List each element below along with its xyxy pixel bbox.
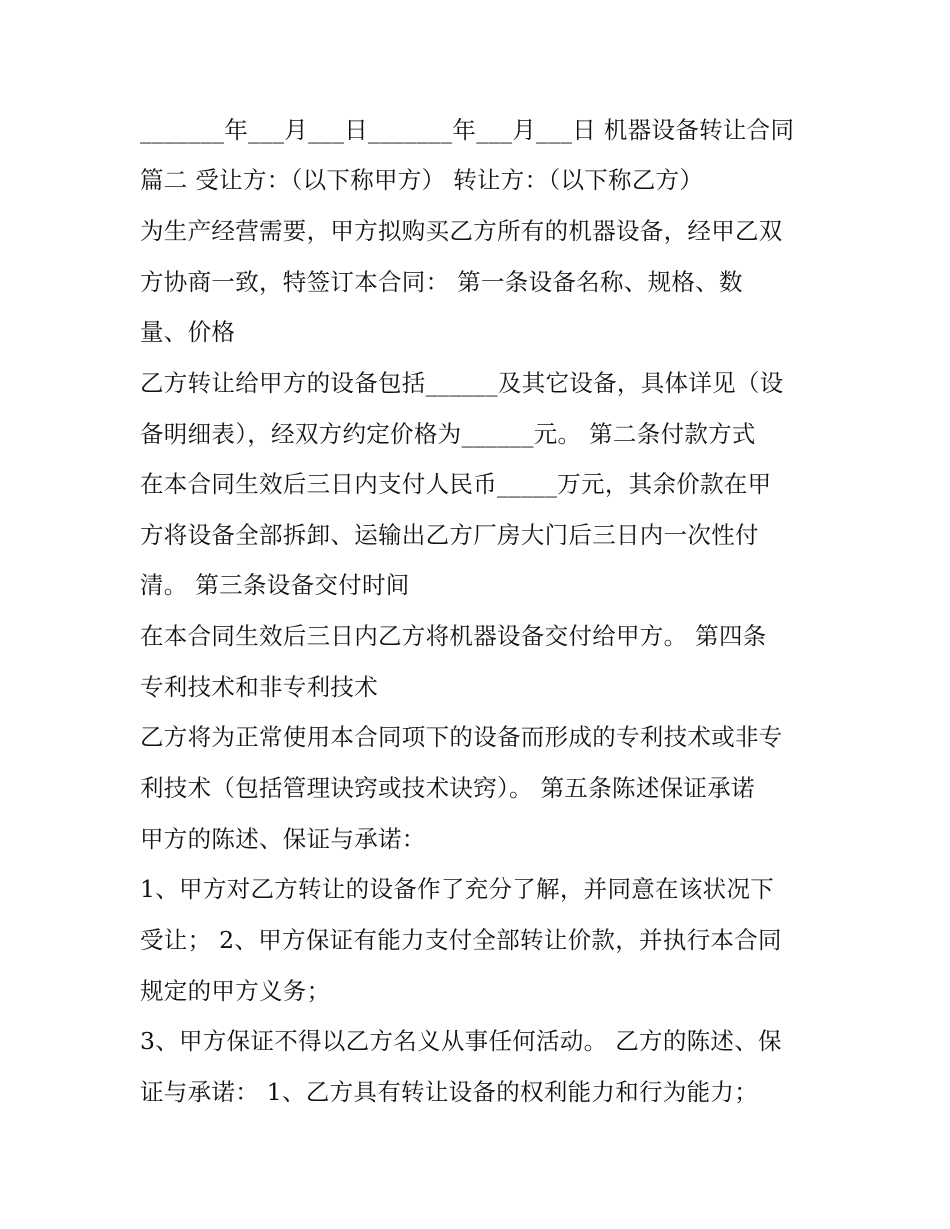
- text-line: 备明细表），经双方约定价格为______元。 第二条付款方式: [140, 420, 756, 448]
- text-line: 利技术（包括管理诀窍或技术诀窍）。 第五条陈述保证承诺: [140, 774, 755, 802]
- text-line: 证与承诺： 1、乙方具有转让设备的权利能力和行为能力；: [140, 1078, 759, 1106]
- text-line: 规定的甲方义务；: [140, 977, 331, 1005]
- text-line: 方协商一致，特签订本合同： 第一条设备名称、规格、数: [140, 268, 743, 296]
- text-line: 方将设备全部拆卸、运输出乙方厂房大门后三日内一次性付: [140, 521, 759, 549]
- text-line: 1、甲方对乙方转让的设备作了充分了解，并同意在该状况下: [140, 875, 775, 903]
- text-line: 甲方的陈述、保证与承诺：: [140, 825, 426, 853]
- text-line: 在本合同生效后三日内乙方将机器设备交付给甲方。 第四条: [140, 622, 767, 650]
- text-line: 受让； 2、甲方保证有能力支付全部转让价款，并执行本合同: [140, 926, 782, 954]
- text-line: 3、甲方保证不得以乙方名义从事任何活动。 乙方的陈述、保: [140, 1027, 782, 1055]
- text-line: 篇二 受让方：（以下称甲方） 转让方：（以下称乙方）: [140, 166, 704, 194]
- text-line: 专利技术和非专利技术: [140, 673, 378, 701]
- text-line: 为生产经营需要，甲方拟购买乙方所有的机器设备，经甲乙双: [140, 217, 783, 245]
- text-line: 在本合同生效后三日内支付人民币_____万元，其余价款在甲: [140, 470, 772, 498]
- text-line: 量、价格: [140, 318, 236, 346]
- text-line: _______年___月___日_______年___月___日 机器设备转让合同: [140, 116, 795, 144]
- text-line: 清。 第三条设备交付时间: [140, 571, 410, 599]
- text-line: 乙方将为正常使用本合同项下的设备而形成的专利技术或非专: [140, 723, 783, 751]
- text-line: 乙方转让给甲方的设备包括______及其它设备，具体详见（设: [140, 369, 784, 397]
